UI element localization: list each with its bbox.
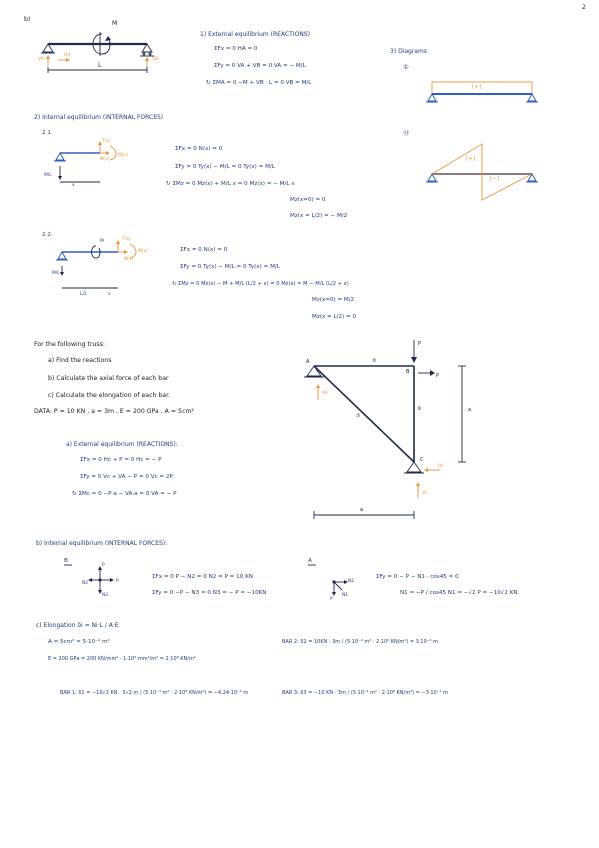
bar2-label: ② [372, 358, 377, 364]
fbd21-t: T(x) [102, 139, 111, 144]
vb-label: VB [152, 57, 159, 62]
moment-diagram-label: Ⓜ [403, 130, 410, 137]
node-b-fbd [88, 566, 114, 594]
part22-line-5: Mz(x = L/2) = 0 [312, 314, 357, 320]
part22-line-1: ΣFx = 0 N(x) = 0 [180, 247, 228, 253]
load-down-label: P [418, 341, 422, 347]
dim-d-label: a [360, 507, 364, 513]
part-2-1-label: 2.1. [42, 130, 53, 136]
problem-number: b) [24, 16, 31, 23]
shear-sign: [+] [472, 84, 482, 90]
fbd21-n: N(x) [100, 157, 110, 162]
a-fig-n2: N2 [348, 579, 355, 584]
span-label: L [98, 62, 102, 69]
part-a-line-1: ΣFx = 0 Hc + P = 0 Hc = − P [80, 457, 162, 463]
part-b-line-3: ΣFy = 0 − P − N1 · cos45 = 0 [376, 574, 459, 580]
section1-line-3: ↻ ΣMA = 0 −M + VB · L = 0 VB = M/L [206, 80, 312, 86]
b-fig-p-right: P [116, 579, 119, 584]
bar3-elongation: BAR 3: δ3 = −10 KN · 3m / (5·10⁻⁴ m² · 2·10⁸ KN/m²) = −3·10⁻⁴ m [282, 690, 448, 696]
part21-line-1: ΣFx = 0 N(x) = 0 [175, 146, 223, 152]
load-right-label: P [436, 373, 440, 379]
bar1-label: ① [356, 413, 361, 419]
node-a-heading: A [308, 558, 312, 564]
section1-title: 1) External equilibrium (REACTIONS) [200, 31, 310, 38]
node-b-heading: B [64, 558, 68, 564]
part-b-line-1: ΣFx = 0 P − N2 = 0 N2 = P = 10 KN [152, 574, 253, 580]
shear-diagram [426, 82, 538, 102]
fbd-2-2 [56, 240, 136, 288]
va-label: VA [38, 57, 44, 62]
part-b-line-2: ΣFy = 0 −P − N3 = 0 N3 = − P = −10KN [152, 590, 267, 596]
moment-label: M [112, 20, 118, 27]
part21-line-4: Mz(x=0) = 0 [290, 197, 326, 203]
part21-line-3: ↻ ΣMz = 0 Mz(x) + M/L x = 0 Mz(x) = − M/L x [166, 181, 295, 187]
section2-title: 2) Internal equilibrium (INTERNAL FORCES) [34, 114, 164, 121]
part22-line-3: ↻ ΣMz = 0 Mz(x) − M + M/L (L/2 + x) = 0 Mz(x) = M − M/L (L/2 + x) [172, 281, 349, 287]
part-a-line-3: ↻ ΣMc = 0 −P·a − VA·a = 0 VA = − P [72, 491, 177, 497]
fbd22-l2: L/2 [80, 292, 87, 297]
bar1-elongation: BAR 1: δ1 = −10√2 KN · 3√2 m / (5·10⁻⁴ m² · 2·10⁸ KN/m²) = −4,24·10⁻⁴ m [60, 690, 249, 696]
fbd22-m: M [100, 239, 104, 244]
a-fig-n1: N1 [342, 593, 349, 598]
fbd22-mx: M(x) [138, 249, 148, 254]
shear-diagram-label: ① [403, 64, 409, 71]
truss-item-b: b) Calculate the axial force of each bar [48, 375, 169, 382]
bar3-label: ③ [417, 406, 422, 412]
bar2-elongation: BAR 2: δ2 = 10KN · 3m / (5·10⁻⁴ m² · 2·10⁸ KN/m²) = 3·10⁻⁴ m [282, 639, 438, 645]
b-fig-n2: N2 [82, 581, 89, 586]
dim-a-label: a [468, 407, 472, 413]
section1-line-1: ΣFx = 0 HA = 0 [214, 46, 258, 52]
hc-label: Hc [438, 464, 444, 469]
truss-data-line: DATA: P = 10 KN , a = 3m , E = 200 GPa , A = 5cm² [34, 408, 194, 415]
part-c-title: c) Elongation δi = Ni·L / A·E [36, 622, 119, 629]
part22-line-4: Mz(x=0) = M/2 [312, 297, 355, 303]
truss-item-c: c) Calculate the elongation of each bar. [48, 392, 171, 399]
truss-diagram [304, 340, 466, 519]
section1-line-2: ΣFy = 0 VA + VB = 0 VA = − M/L [214, 63, 306, 69]
fbd22-x: x [108, 292, 111, 297]
fbd22-ml: M/L [52, 271, 60, 276]
va-truss-label: VA [322, 391, 328, 396]
a-fig-p: P [330, 597, 333, 602]
b-fig-n3: N3 [102, 593, 109, 598]
node-b-label: B [406, 369, 410, 375]
truss-item-a: a) Find the reactions [48, 357, 112, 364]
part-2-2-label: 2.2. [42, 232, 53, 238]
truss-intro: For the following truss: [34, 341, 105, 348]
part21-line-2: ΣFy = 0 Ty(x) − M/L = 0 Ty(x) = M/L [175, 164, 275, 170]
node-a-label: A [306, 359, 310, 365]
node-c-label: C [420, 457, 424, 463]
fbd21-ml: M/L [44, 173, 52, 178]
ha-label: HA [64, 53, 71, 58]
fbd21-m: M(x) [118, 153, 128, 158]
area-line: A = 5cm² = 5·10⁻⁴ m² [48, 639, 110, 645]
fbd21-x: x [72, 183, 75, 188]
fbd22-t: T(x) [122, 237, 131, 242]
part-a-line-2: ΣFy = 0 Vc + VA − P = 0 Vc = 2P [80, 474, 173, 480]
section3-title: 3) Diagrams [390, 48, 427, 55]
part-b-title: b) Internal equilibrium (INTERNAL FORCES): [36, 540, 168, 547]
e-line: E = 200 GPa = 200 KN/mm² · 1·10⁶ mm²/m² = 2·10⁸ KN/m² [48, 656, 196, 662]
page-number: 2 [582, 4, 586, 11]
moment-diagram [426, 144, 538, 200]
moment-neg-sign: [−] [490, 176, 500, 182]
part22-line-2: ΣFy = 0 Ty(x) − M/L = 0 Ty(x) = M/L [180, 264, 280, 270]
vc-label: Vc [422, 491, 428, 496]
part21-line-5: Mz(x = L/2) = − M/2 [290, 213, 348, 219]
b-fig-p-up: P [102, 563, 105, 568]
part-b-line-4: N1 = −P / cos45 N1 = −√2 P = −10√2 KN [400, 590, 518, 596]
moment-pos-sign: [+] [466, 156, 476, 162]
fbd22-n: N(x) [124, 257, 134, 262]
part-a-title: a) External equilibrium (REACTIONS): [66, 441, 178, 448]
